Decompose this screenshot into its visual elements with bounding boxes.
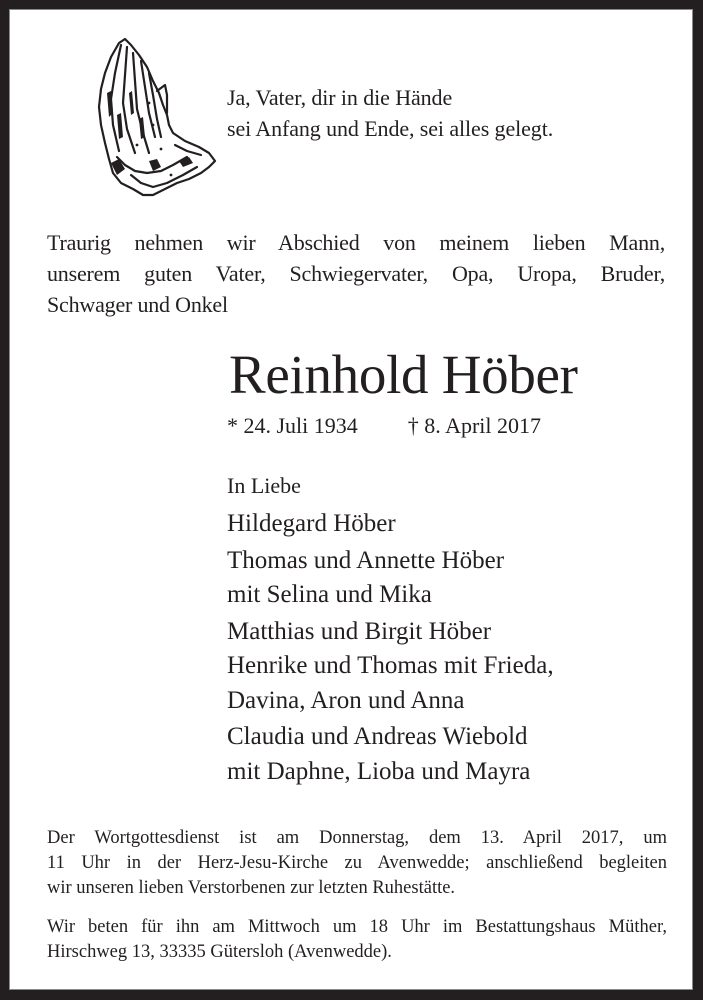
intro-line: unserem guten Vater, Schwiegervater, Opa, Uropa, Bruder, (47, 261, 665, 286)
mourner-line: Davina, Aron und Anna (227, 686, 465, 714)
mourner-line: Henrike und Thomas mit Frieda, (227, 652, 554, 679)
mourner-group (227, 544, 554, 613)
service-line: Der Wortgottesdienst ist am Donnerstag, dem 13. April 2017, um (47, 828, 667, 848)
mourner-line: mit Daphne, Lioba und Mayra (227, 757, 531, 785)
in-love-label: In Liebe (227, 473, 301, 498)
obituary-notice (9, 9, 693, 990)
bible-verse (227, 82, 553, 144)
prayer-line: Hirschweg 13, 33335 Gütersloh (Avenwedde). (47, 942, 392, 962)
life-dates (227, 411, 541, 441)
mourner-line: Matthias und Birgit Höber (227, 617, 492, 645)
mourner-line: Claudia und Andreas Wiebold (227, 723, 528, 750)
funeral-service-info (47, 826, 667, 901)
service-line: wir unseren lieben Verstorbenen zur letzten Ruhestätte. (47, 878, 456, 898)
birth-date: * 24. Juli 1934 (227, 413, 358, 438)
service-line: 11 Uhr in der Herz-Jesu-Kirche zu Avenwedde; anschließend begleiten (47, 853, 667, 873)
mourner-line: mit Selina und Mika (227, 581, 432, 608)
prayer-line: Wir beten für ihn am Mittwoch um 18 Uhr im Bestattungshaus Müther, (47, 917, 667, 937)
mourner-group (227, 507, 554, 542)
praying-hands-icon (91, 33, 231, 201)
mourners-list (227, 507, 554, 791)
mourner-line: Hildegard Höber (227, 510, 396, 537)
verse-line: Ja, Vater, dir in die Hände (227, 85, 453, 110)
mourner-group (227, 615, 554, 719)
intro-line: Traurig nehmen wir Abschied von meinem lieben Mann, (47, 230, 665, 255)
mourner-line: Thomas und Annette Höber (227, 546, 505, 574)
death-date: † 8. April 2017 (407, 413, 542, 438)
prayer-info (47, 915, 667, 965)
verse-line: sei Anfang und Ende, sei alles gelegt. (227, 116, 554, 141)
mourner-group (227, 720, 554, 789)
intro-text (47, 227, 665, 320)
deceased-name: Reinhold Höber (229, 344, 578, 405)
intro-line: Schwager und Onkel (47, 292, 228, 317)
